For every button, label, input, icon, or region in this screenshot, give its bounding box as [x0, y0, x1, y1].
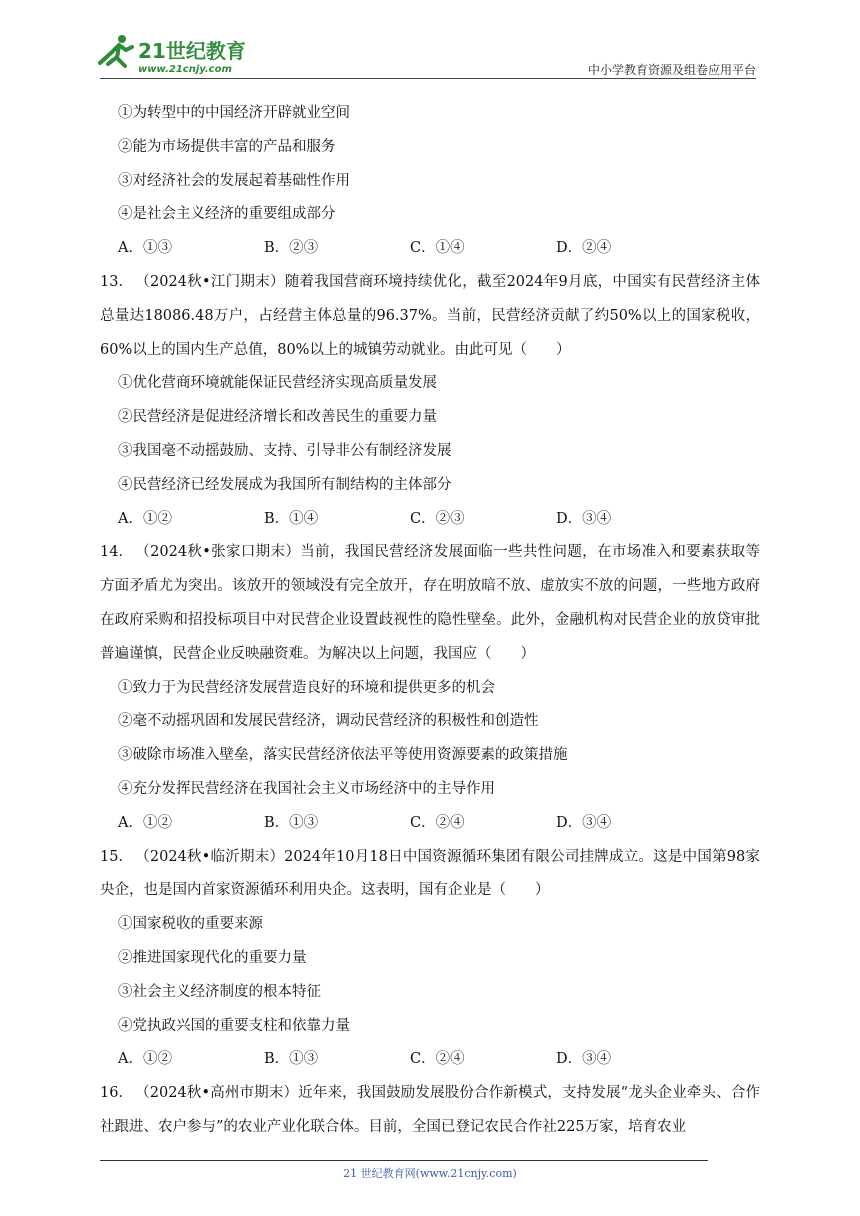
choice-b: B．②③: [264, 240, 319, 257]
option-3: ③破除市场准入壁垒，落实民营经济依法平等使用资源要素的政策措施: [118, 747, 568, 764]
platform-title: 中小学教育资源及组卷应用平台: [587, 63, 756, 77]
option-2: ②民营经济是促进经济增长和改善民生的重要力量: [118, 409, 437, 426]
choice-c: C．①④: [410, 240, 465, 257]
option-4: ④充分发挥民营经济在我国社会主义市场经济中的主导作用: [118, 780, 495, 797]
option-2: ②毫不动摇巩固和发展民营经济，调动民营经济的积极性和创造性: [118, 713, 539, 730]
question-text: （2024秋•高州市期末）近年来，我国鼓励发展股份合作新模式，支持发展“龙头企业牵头、合作社跟进、农户参与”的农业产业化联合体。目前，全国已登记农民合作社225万家，培育农业: [100, 1085, 760, 1135]
option-4: ④党执政兴国的重要支柱和依靠力量: [118, 1017, 350, 1034]
question-13: [100, 266, 760, 536]
question-number: 14．: [100, 544, 133, 561]
header-divider: [100, 78, 756, 79]
question-text: （2024秋•江门期末）随着我国营商环境持续优化，截至2024年9月底，中国实有民营经济主体总量达18086.48万户，占经营主体总量的96.37%。当前，民营经济贡献了约50%以上的国家税收，60%以上的国内生产总值，80%以上的城镇劳动就业。由此可见（ ）: [100, 273, 760, 358]
choice-d: D．③④: [556, 814, 612, 831]
choice-b: B．①③: [264, 814, 319, 831]
prev-question-block: [100, 97, 760, 266]
option-3: ③社会主义经济制度的根本特征: [118, 983, 321, 1000]
choice-b: B．①③: [264, 1051, 319, 1068]
footer-divider: [100, 1160, 708, 1161]
option-2: ②能为市场提供丰富的产品和服务: [118, 138, 336, 155]
question-number: 13．: [100, 273, 133, 290]
option-1: ①优化营商环境就能保证民营经济实现高质量发展: [118, 375, 437, 392]
choice-d: D．②④: [556, 240, 612, 257]
question-14: [100, 536, 760, 840]
choice-d: D．③④: [556, 1051, 612, 1068]
option-3: ③对经济社会的发展起着基础性作用: [118, 172, 350, 189]
question-stem: [100, 536, 760, 671]
question-stem: [100, 1077, 760, 1145]
page-footer: 21 世纪教育网(www.21cnjy.com): [343, 1167, 517, 1180]
choice-a: A．①③: [118, 240, 172, 257]
option-1: ①为转型中的中国经济开辟就业空间: [118, 105, 350, 121]
answer-choices: [100, 807, 760, 841]
choice-a: A．①②: [118, 1051, 172, 1068]
choice-d: D．③④: [556, 510, 612, 527]
option-1: ①国家税收的重要来源: [118, 916, 263, 933]
choice-b: B．①④: [264, 510, 319, 527]
question-number: 16．: [100, 1085, 133, 1102]
option-1: ①致力于为民营经济发展营造良好的环境和提供更多的机会: [118, 679, 495, 696]
question-stem: [100, 841, 760, 909]
site-logo: [92, 30, 262, 80]
question-15: [100, 841, 760, 1078]
question-stem: [100, 266, 760, 367]
choice-c: C．②④: [410, 1051, 465, 1068]
answer-choices: [100, 503, 760, 537]
question-text: （2024秋•张家口期末）当前，我国民营经济发展面临一些共性问题，在市场准入和要素获取等方面矛盾尤为突出。该放开的领域没有完全放开，存在明放暗不放、虚放实不放的问题，一些地方政府在政府采购和招投标项目中对民营企业设置歧视性的隐性壁垒。此外，金融机构对民营企业的放贷审批普遍谨慎，民营企业反映融资难。为解决以上问题，我国应（ ）: [100, 544, 760, 662]
runner-icon: [100, 35, 132, 66]
svg-text:www.21cnjy.com: www.21cnjy.com: [138, 64, 232, 75]
option-2: ②推进国家现代化的重要力量: [118, 949, 307, 966]
question-number: 15．: [100, 848, 133, 865]
answer-choices: [100, 232, 760, 266]
page-header: [0, 0, 860, 82]
choice-c: C．②④: [410, 814, 465, 831]
option-4: ④民营经济已经发展成为我国所有制结构的主体部分: [118, 476, 452, 493]
option-3: ③我国毫不动摇鼓励、支持、引导非公有制经济发展: [118, 442, 452, 459]
choice-a: A．①②: [118, 814, 172, 831]
choice-c: C．②③: [410, 510, 465, 527]
choice-a: A．①②: [118, 510, 172, 527]
question-text: （2024秋•临沂期末）2024年10月18日中国资源循环集团有限公司挂牌成立。这是中国第98家央企，也是国内首家资源循环利用央企。这表明，国有企业是（ ）: [100, 848, 760, 899]
question-16: [100, 1077, 760, 1145]
svg-text:21世纪教育: 21世纪教育: [138, 39, 246, 63]
exam-content: [100, 97, 760, 1145]
option-4: ④是社会主义经济的重要组成部分: [118, 206, 336, 223]
answer-choices: [100, 1043, 760, 1077]
